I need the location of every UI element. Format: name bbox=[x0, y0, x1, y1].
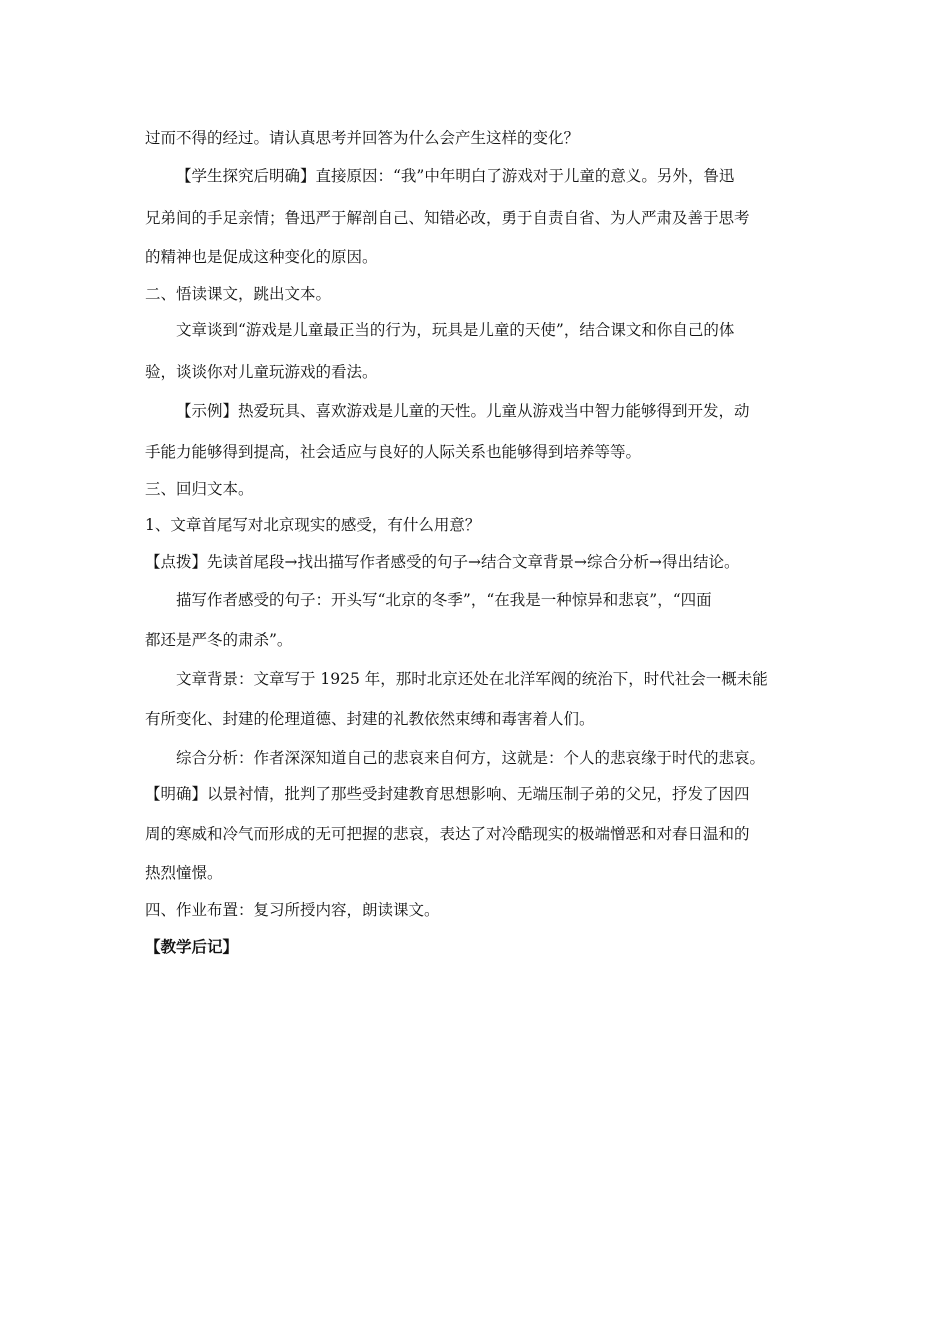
paragraph-line: 【明确】以景衬情，批判了那些受封建教育思想影响、无端压制子弟的父兄，抒发了因四 bbox=[145, 785, 750, 803]
paragraph-line: 文章谈到“游戏是儿童最正当的行为，玩具是儿童的天使”，结合课文和你自己的体 bbox=[176, 321, 735, 339]
paragraph-line: 兄弟间的手足亲情；鲁迅严于解剖自己、知错必改，勇于自责自省、为人严肃及善于思考 bbox=[145, 209, 750, 227]
paragraph-line: 【示例】热爱玩具、喜欢游戏是儿童的天性。儿童从游戏当中智力能够得到开发，动 bbox=[176, 402, 750, 420]
paragraph-line: 的精神也是促成这种变化的原因。 bbox=[145, 248, 378, 266]
paragraph-line: 综合分析：作者深深知道自己的悲哀来自何方，这就是：个人的悲哀缘于时代的悲哀。 bbox=[176, 749, 766, 767]
section-heading: 四、作业布置：复习所授内容，朗读课文。 bbox=[145, 901, 440, 919]
paragraph-line: 【学生探究后明确】直接原因：“我”中年明白了游戏对于儿童的意义。另外，鲁迅 bbox=[176, 167, 735, 185]
paragraph-line: 有所变化、封建的伦理道德、封建的礼教依然束缚和毒害着人们。 bbox=[145, 710, 595, 728]
paragraph-line: 【点拨】先读首尾段→找出描写作者感受的句子→结合文章背景→综合分析→得出结论。 bbox=[145, 553, 740, 571]
paragraph-line: 热烈憧憬。 bbox=[145, 864, 223, 882]
paragraph-line: 手能力能够得到提高，社会适应与良好的人际关系也能够得到培养等等。 bbox=[145, 443, 642, 461]
paragraph-line: 验，谈谈你对儿童玩游戏的看法。 bbox=[145, 363, 378, 381]
section-heading: 二、悟读课文，跳出文本。 bbox=[145, 285, 332, 303]
paragraph-line: 描写作者感受的句子：开头写“北京的冬季”，“在我是一种惊异和悲哀”，“四面 bbox=[176, 591, 712, 609]
section-heading: 三、回归文本。 bbox=[145, 480, 254, 498]
paragraph-line: 文章背景：文章写于 1925 年，那时北京还处在北洋军阀的统治下，时代社会一概未能 bbox=[176, 670, 768, 688]
paragraph-line: 都还是严冬的肃杀”。 bbox=[145, 631, 293, 649]
paragraph-line: 过而不得的经过。请认真思考并回答为什么会产生这样的变化？ bbox=[145, 129, 580, 147]
teaching-notes-heading: 【教学后记】 bbox=[145, 938, 239, 956]
paragraph-line: 周的寒威和冷气而形成的无可把握的悲哀，表达了对冷酷现实的极端憎恶和对春日温和的 bbox=[145, 825, 750, 843]
question-line: 1、文章首尾写对北京现实的感受，有什么用意？ bbox=[145, 516, 481, 534]
